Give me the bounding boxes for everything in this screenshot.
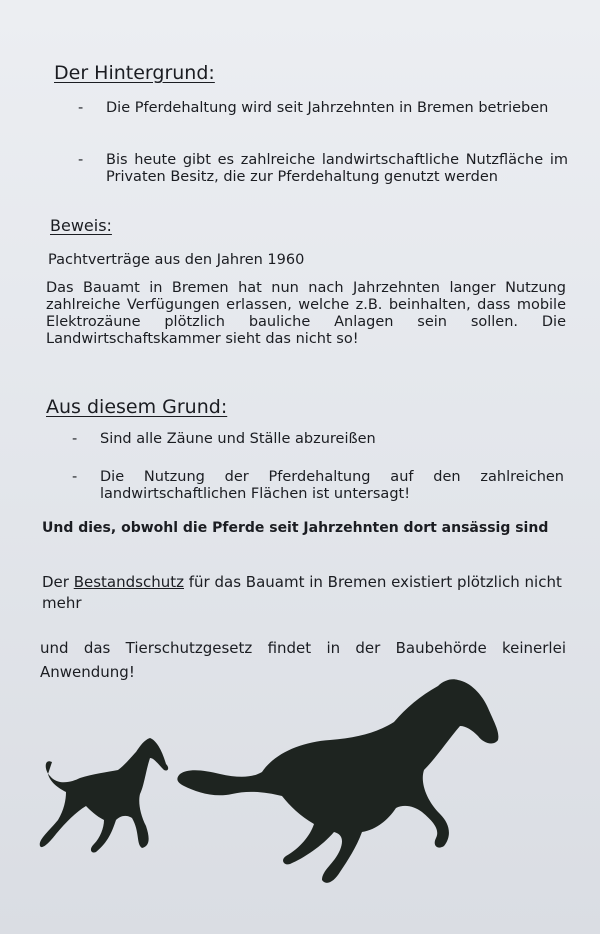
bestand-before: Der (42, 573, 74, 591)
bullet-dash: - (72, 469, 78, 485)
bullet-dash: - (72, 431, 78, 447)
bestandschutz-text (42, 572, 566, 614)
bullet-text: Bis heute gibt es zahlreiche landwirtschaftliche Nutzfläche im Privaten Besitz, die zur Pferdehaltung genutzt werden (106, 152, 568, 185)
bestand-after: für das Bauamt in Bremen existiert plötzlich nicht mehr (42, 573, 562, 612)
bullet-text: Sind alle Zäune und Ställe abzureißen (100, 431, 376, 447)
animal-protection-text: und das Tierschutzgesetz findet in der Baubehörde keinerlei Anwendung! (40, 639, 566, 681)
bold-statement: Und dies, obwohl die Pferde seit Jahrzehnten dort ansässig sind (42, 520, 549, 536)
reason-bullet-1 (72, 431, 560, 448)
heading-evidence: Beweis: (50, 216, 112, 235)
lease-contracts-text: Pachtverträge aus den Jahren 1960 (48, 252, 305, 268)
reason-bullet-2 (72, 469, 564, 503)
horses-illustration (0, 660, 600, 934)
bullet-dash: - (78, 152, 84, 168)
bullet-text: Die Pferdehaltung wird seit Jahrzehnten in Bremen betrieben (106, 100, 549, 116)
heading-background: Der Hintergrund: (54, 62, 215, 84)
heading-reason: Aus diesem Grund: (46, 396, 228, 418)
foal-silhouette-icon (40, 738, 168, 853)
horse-silhouette-icon (177, 679, 498, 883)
bullet-dash: - (78, 100, 84, 116)
bestandschutz-term: Bestandschutz (73, 573, 184, 591)
background-bullet-2 (78, 152, 568, 186)
bullet-text: Die Nutzung der Pferdehaltung auf den zahlreichen landwirtschaftlichen Flächen ist untersagt! (100, 469, 564, 502)
building-authority-text: Das Bauamt in Bremen hat nun nach Jahrzehnten langer Nutzung zahlreiche Verfügungen erlassen, welche z.B. beinhalten, dass mobile Elektrozäune plötzlich bauliche Anlagen sein sollen. Die Landwirtschaftskammer sieht das nicht so! (46, 280, 566, 347)
background-bullet-1 (78, 100, 568, 117)
